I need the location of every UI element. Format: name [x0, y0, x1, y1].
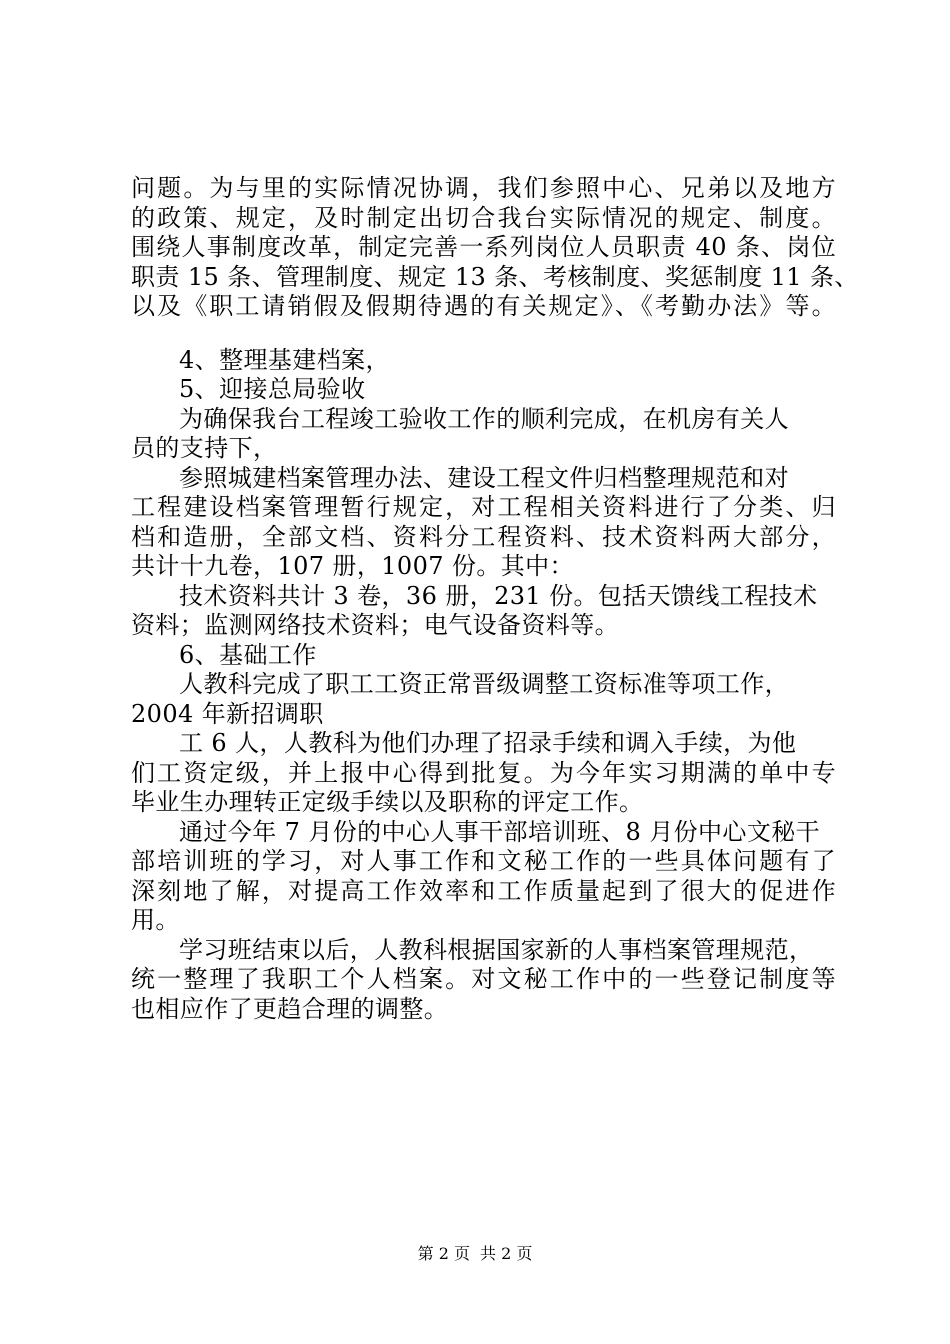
text-line: 参照城建档案管理办法、建设工程文件归档整理规范和对 — [179, 463, 789, 492]
text-line: 围绕人事制度改革，制定完善一系列岗位人员职责 40 条、岗位 — [131, 233, 836, 261]
page-footer — [0, 1244, 950, 1264]
text-line: 毕业生办理转正定级手续以及职称的评定工作。 — [131, 788, 644, 816]
text-line: 问题。为与里的实际情况协调，我们参照中心、兄弟以及地方 — [131, 174, 836, 202]
text-line: 员的支持下， — [131, 434, 278, 462]
text-line: 技术资料共计 3 卷，36 册，231 份。包括天馈线工程技术 — [179, 581, 818, 610]
text-line: 们工资定级，并上报中心得到批复。为今年实习期满的单中专 — [131, 758, 836, 787]
text-line: 通过今年 7 月份的中心人事干部培训班、8 月份中心文秘干 — [179, 817, 821, 846]
text-line: 职责 15 条、管理制度、规定 13 条、考核制度、奖惩制度 11 条、 — [131, 262, 859, 291]
section-heading: 4、整理基建档案， — [179, 345, 390, 374]
text-line: 统一整理了我职工个人档案。对文秘工作中的一些登记制度等 — [131, 965, 836, 993]
section-heading: 6、基础工作 — [179, 640, 317, 669]
page-number: 第 2 页 — [417, 1244, 470, 1263]
text-line: 也相应作了更趋合理的调整。 — [131, 994, 449, 1023]
page-total: 共 2 页 — [480, 1244, 533, 1263]
section-heading: 5、迎接总局验收 — [179, 375, 366, 403]
text-line: 部培训班的学习，对人事工作和文秘工作的一些具体问题有了 — [131, 847, 836, 875]
text-line: 工 6 人，人教科为他们办理了招录手续和调入手续，为他 — [179, 729, 797, 757]
text-line: 以及《职工请销假及假期待遇的有关规定》、《考勤办法》等。 — [131, 292, 836, 320]
text-line: 的政策、规定，及时制定出切合我台实际情况的规定、制度。 — [131, 203, 836, 232]
text-line: 资料；监测网络技术资料；电气设备资料等。 — [131, 611, 619, 639]
document-body — [131, 174, 859, 1024]
text-line: 用。 — [131, 906, 180, 934]
text-line: 工程建设档案管理暂行规定，对工程相关资料进行了分类、归 — [131, 493, 836, 521]
text-line: 人教科完成了职工工资正常晋级调整工资标准等项工作， — [179, 670, 789, 698]
paragraph-gap — [131, 322, 836, 346]
text-line: 学习班结束以后，人教科根据国家新的人事档案管理规范， — [179, 935, 814, 964]
text-line: 共计十九卷，107 册，1007 份。其中： — [131, 552, 574, 580]
text-line: 为确保我台工程竣工验收工作的顺利完成，在机房有关人 — [179, 404, 789, 433]
text-line: 深刻地了解，对提高工作效率和工作质量起到了很大的促进作 — [131, 876, 836, 905]
text-line: 2004 年新招调职 — [131, 699, 324, 728]
text-line: 档和造册，全部文档、资料分工程资料、技术资料两大部分， — [131, 522, 836, 551]
